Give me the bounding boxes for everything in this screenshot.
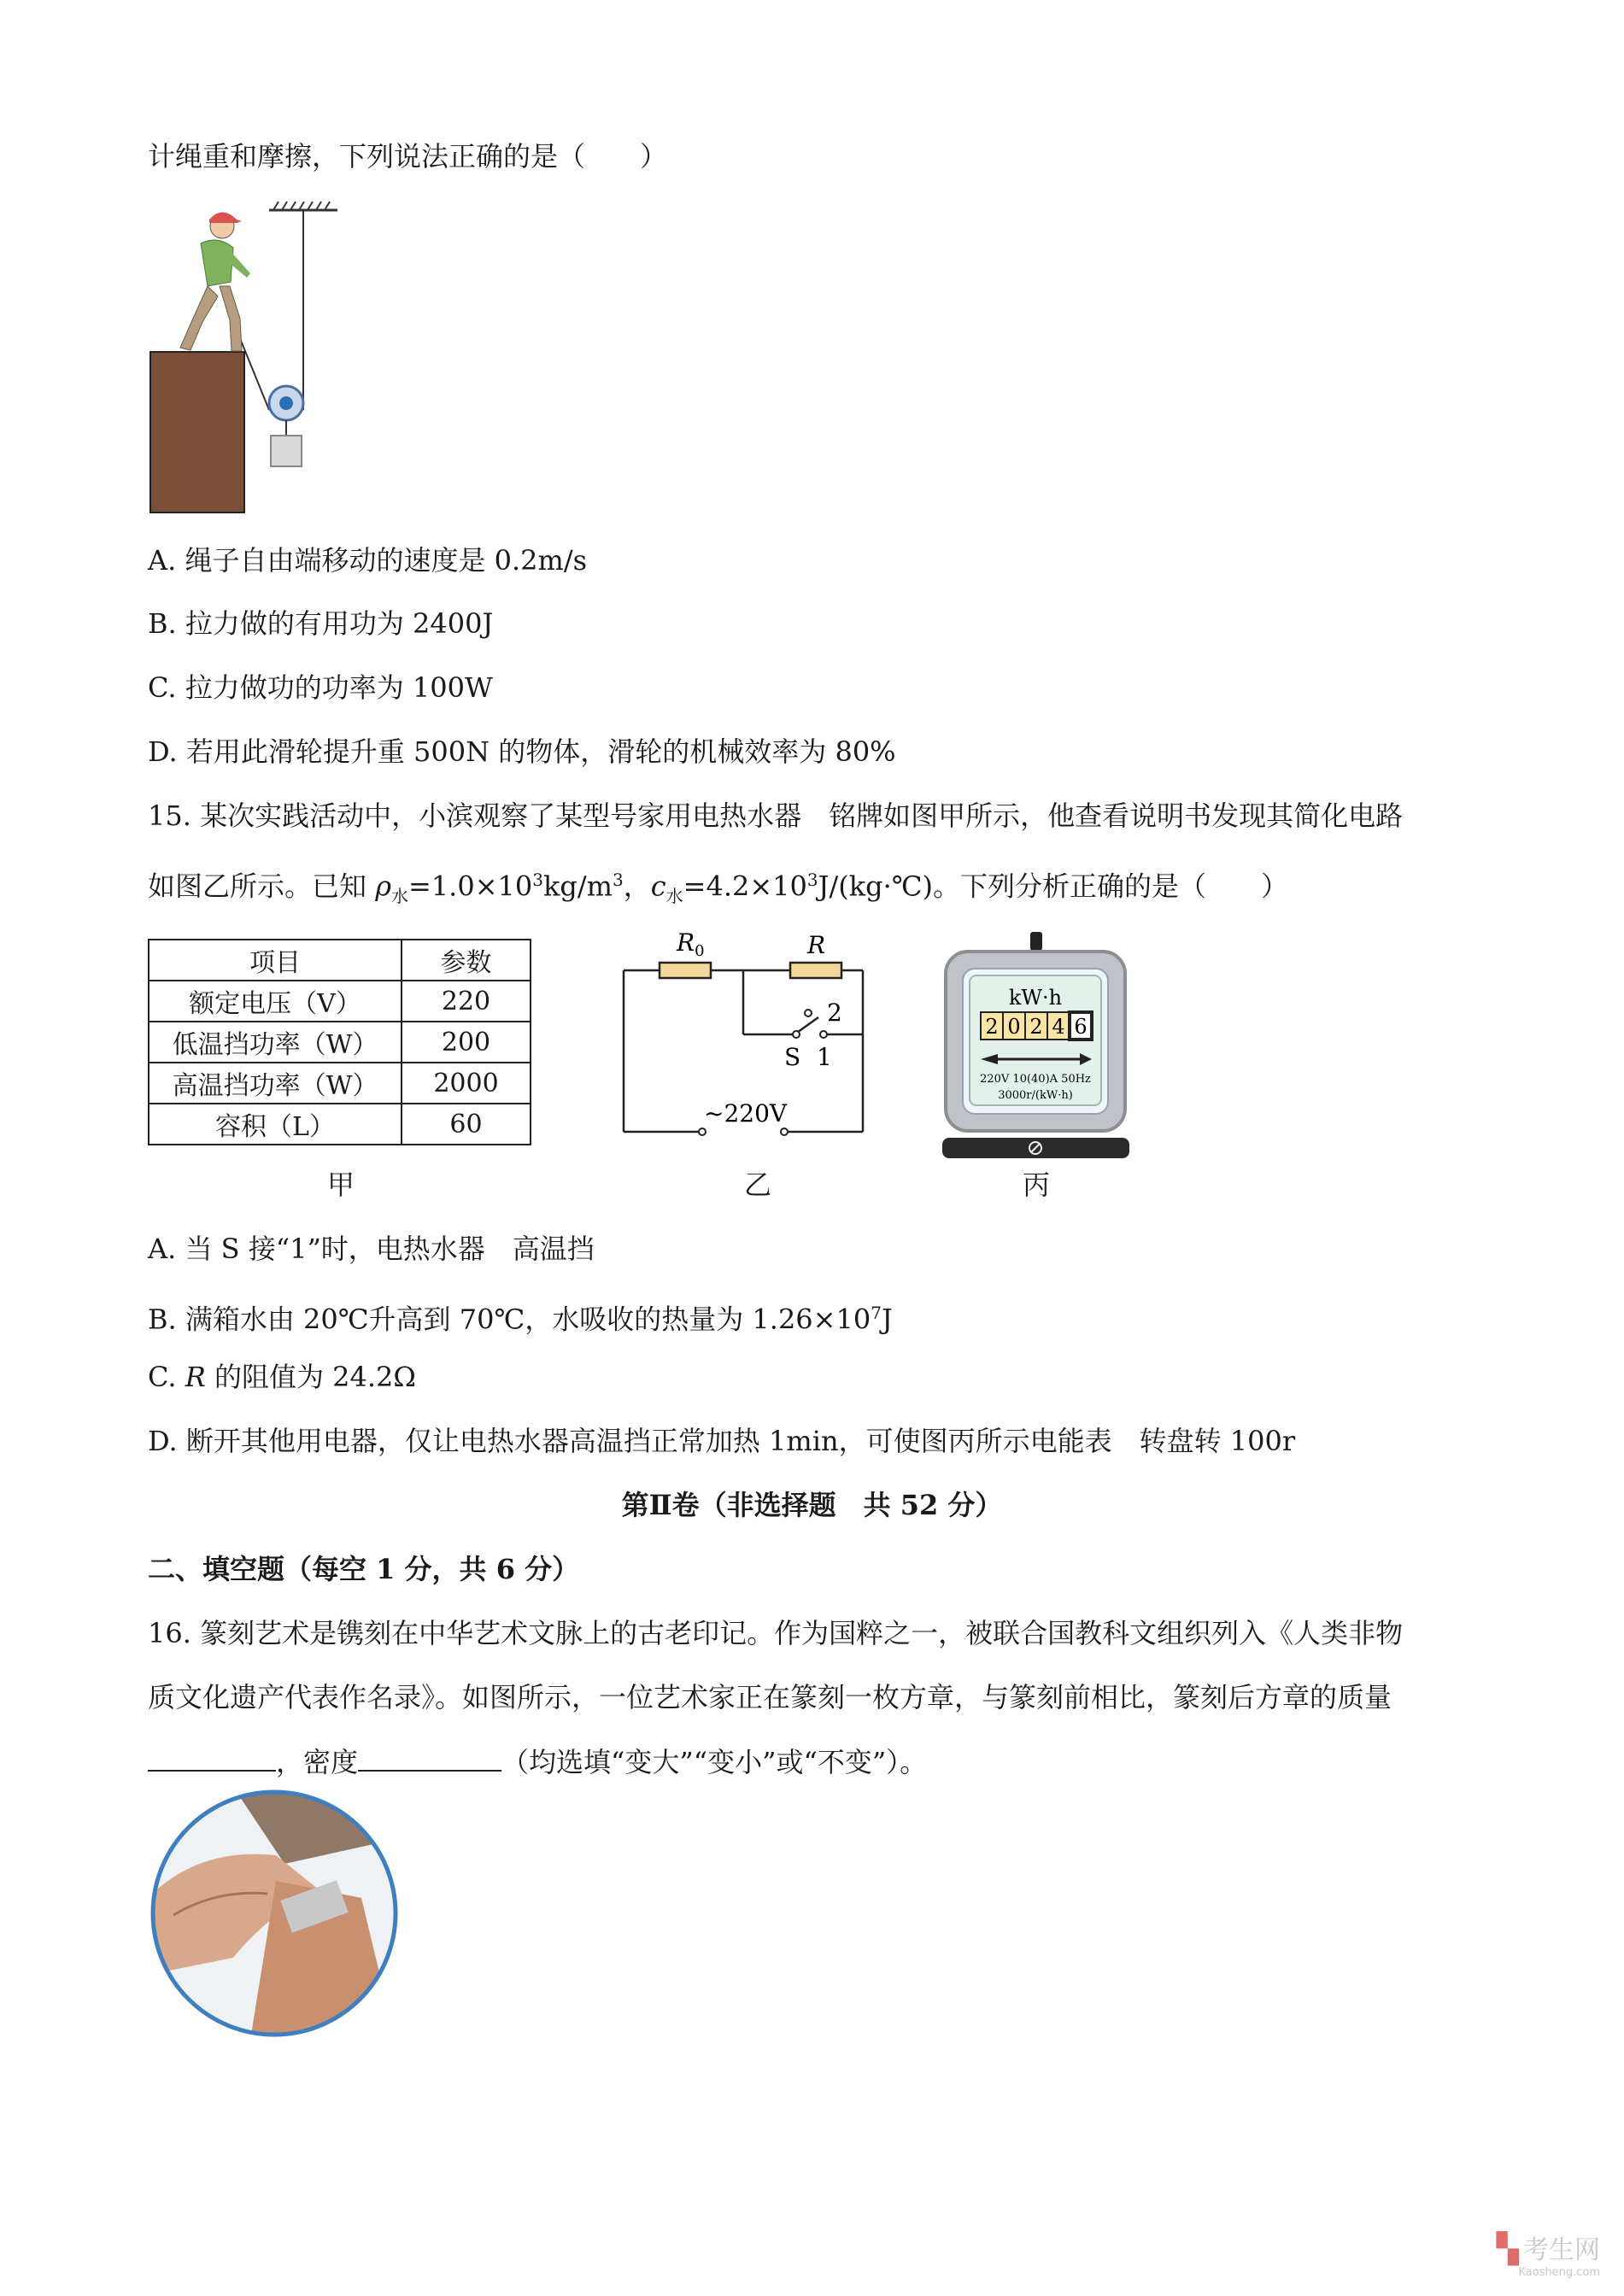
caption-jia: 甲 xyxy=(327,1168,355,1201)
q16-line2: 质文化遗产代表作名录》。如图所示，一位艺术家正在篆刻一枚方章，与篆刻前相比，篆刻后方章的质量 xyxy=(148,1681,1392,1713)
meter-unit: kW·h xyxy=(1008,986,1063,1010)
table-header-row xyxy=(149,940,531,981)
meter-spec-2: 3000r/(kW·h) xyxy=(998,1089,1073,1102)
table-cell: 60 xyxy=(402,1104,531,1145)
section-title: 第Ⅱ卷（非选择题 共 52 分） xyxy=(621,1489,1003,1521)
switch-label: S xyxy=(784,1043,801,1071)
q15-option-c: C. R 的阻值为 24.2Ω xyxy=(148,1361,416,1393)
q15-option-a: A. 当 S 接“1”时，电热水器 高温挡 xyxy=(148,1233,595,1265)
q15-stem-line1: 15. 某次实践活动中，小滨观察了某型号家用电热水器 铭牌如图甲所示，他查看说明书发现其简化电路 xyxy=(148,800,1404,832)
table-row xyxy=(149,1022,531,1063)
logo-name: 考生网 xyxy=(1523,2235,1600,2265)
table-cell: 2000 xyxy=(402,1063,531,1104)
meter-digit: 4 xyxy=(1052,1015,1065,1039)
energy-meter xyxy=(940,929,1132,1162)
caption-yi: 乙 xyxy=(744,1168,772,1201)
table-row xyxy=(149,1104,531,1145)
q14-option-b: B. 拉力做的有用功为 2400J xyxy=(148,607,494,640)
q14-stem: 计绳重和摩擦，下列说法正确的是（ ） xyxy=(148,140,668,173)
q15-stem-line2: 如图乙所示。已知 $\rho_水=1.0\times 10^3kg/m^3$，$c_水=4.2\times 10^3J/(kg\cdot℃)$。下列分析正确的是（ ） xyxy=(148,870,1289,907)
table-row xyxy=(149,981,531,1022)
table-cell: 低温挡功率（W） xyxy=(149,1022,402,1063)
source-label: ~220V xyxy=(704,1099,788,1128)
r-label: R xyxy=(807,931,826,959)
table-cell: 高温挡功率（W） xyxy=(149,1063,402,1104)
logo-icon: ▚ xyxy=(1496,2232,1519,2266)
table-cell: 200 xyxy=(402,1022,531,1063)
part-heading: 二、填空题（每空 1 分，共 6 分） xyxy=(148,1553,580,1585)
meter-digit: 2 xyxy=(1029,1015,1043,1039)
nameplate-table xyxy=(148,939,531,1145)
switch-pos-1: 1 xyxy=(817,1043,832,1071)
circuit-diagram xyxy=(615,927,871,1149)
table-header-cell: 项目 xyxy=(149,940,402,981)
pulley-figure xyxy=(141,201,346,521)
watermark-logo xyxy=(1497,2229,1600,2279)
table-row xyxy=(149,1063,531,1104)
answer-blank-mass[interactable] xyxy=(148,1744,276,1772)
caption-bing: 丙 xyxy=(1023,1168,1051,1201)
meter-digit: 0 xyxy=(1007,1015,1021,1039)
meter-spec-1: 220V 10(40)A 50Hz xyxy=(980,1073,1091,1086)
q16-line1: 16. 篆刻艺术是镌刻在中华艺术文脉上的古老印记。作为国粹之一，被联合国教科文组织列入《人类非物 xyxy=(148,1617,1404,1649)
table-cell: 容积（L） xyxy=(149,1104,402,1145)
r0-label: $R_0$ xyxy=(677,928,705,960)
q15-option-b: B. 满箱水由 20℃升高到 70℃，水吸收的热量为 $1.26\times 10^7J$ xyxy=(148,1303,893,1336)
logo-url: Kaosheng.com xyxy=(1518,2266,1600,2279)
meter-digit: 6 xyxy=(1074,1015,1088,1039)
table-cell: 额定电压（V） xyxy=(149,981,402,1022)
q14-option-a: A. 绳子自由端移动的速度是 0.2m/s xyxy=(148,544,588,577)
table-header-cell: 参数 xyxy=(402,940,531,981)
seal-carving-photo xyxy=(148,1787,401,2040)
table-cell: 220 xyxy=(402,981,531,1022)
meter-digit: 2 xyxy=(985,1015,999,1039)
q15-option-d: D. 断开其他用电器，仅让电热水器高温挡正常加热 1min，可使图丙所示电能表 转盘转 100r xyxy=(148,1425,1296,1457)
switch-pos-2: 2 xyxy=(827,999,842,1027)
q16-line3: ，密度 （均选填“变大”“变小”或“不变”）。 xyxy=(148,1744,927,1779)
q14-option-d: D. 若用此滑轮提升重 500N 的物体，滑轮的机械效率为 80% xyxy=(148,735,896,768)
answer-blank-density[interactable] xyxy=(358,1744,501,1772)
q14-option-c: C. 拉力做功的功率为 100W xyxy=(148,671,493,704)
